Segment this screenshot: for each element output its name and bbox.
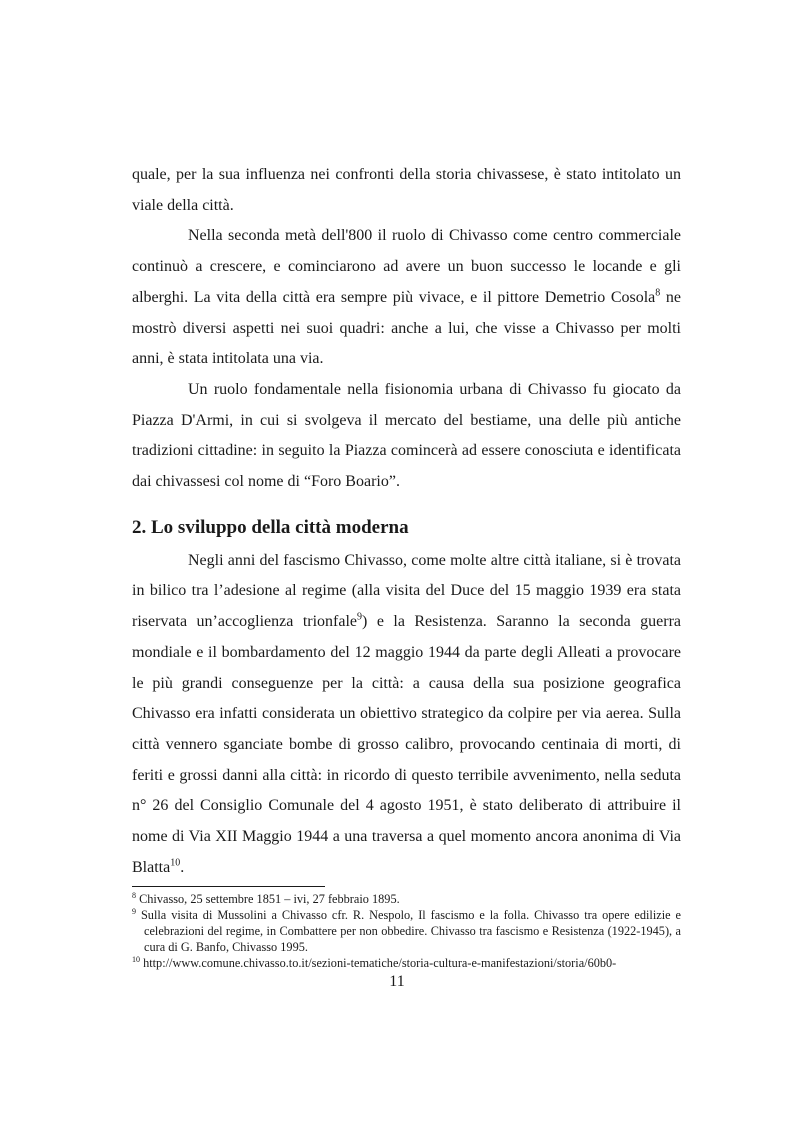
footnote-text: Chivasso, 25 settembre 1851 – ivi, 27 febbraio 1895. <box>136 892 400 906</box>
paragraph-2 <box>132 221 681 375</box>
page-number: 11 <box>389 973 405 990</box>
footnote-10 <box>132 955 681 971</box>
footnote-divider <box>132 886 325 887</box>
paragraph-4-text-c: . <box>180 858 185 876</box>
footnote-ref-8[interactable]: 8 <box>655 287 661 299</box>
paragraph-4-text-a: Negli anni del fascismo Chivasso, come molte altre città italiane, si è trovata in bilico tra l’adesione al regime (alla visita del Duce del 15 maggio 1939 era stata riservata un’accoglienza trionfale <box>132 551 681 631</box>
paragraph-1 <box>132 160 681 221</box>
footnote-text: Sulla visita di Mussolini a Chivasso cfr. R. Nespolo, Il fascismo e la folla. Chivasso tra opere edilizie e celebrazioni del regime, in Combattere per non obbedire. Chivasso tra fascismo e Resistenza (1922-1945), a cura di G. Banfo, Chivasso 1995. <box>136 908 681 954</box>
footnote-number: 10 <box>132 954 140 964</box>
paragraph-2-text-b: ne mostrò diversi aspetti nei suoi quadri: anche a lui, che visse a Chivasso per molti anni, è stata intitolata una via. <box>132 288 682 368</box>
paragraph-4 <box>132 546 681 884</box>
paragraph-2-text-a: Nella seconda metà dell'800 il ruolo di Chivasso come centro commerciale continuò a crescere, e cominciarono ad avere un buon successo le locande e gli alberghi. La vita della città era sempre più vivace, e il pittore Demetrio Cosola <box>132 227 681 306</box>
paragraph-3-text: Un ruolo fondamentale nella fisionomia urbana di Chivasso fu giocato da Piazza D'Armi, in cui si svolgeva il mercato del bestiame, una delle più antiche tradizioni cittadine: in seguito la Piazza comincerà ad essere conosciuta e identificata dai chivassesi col nome di “Foro Boario”. <box>132 380 681 491</box>
footnote-9 <box>132 907 681 955</box>
footnote-number: 9 <box>132 906 136 916</box>
page-body <box>132 160 681 883</box>
section-heading: 2. Lo sviluppo della città moderna <box>132 516 409 538</box>
footnote-8 <box>132 891 681 907</box>
footnote-number: 8 <box>132 890 136 900</box>
paragraph-1-text: quale, per la sua influenza nei confronti della storia chivassese, è stato intitolato un viale della città. <box>132 166 681 214</box>
footnote-ref-9[interactable]: 9 <box>357 611 363 623</box>
footnote-ref-10[interactable]: 10 <box>170 857 181 869</box>
paragraph-4-text-b: ) e la Resistenza. Saranno la seconda guerra mondiale e il bombardamento del 12 maggio 1944 da parte degli Alleati a provocare le più grandi conseguenze per la città: a causa della sua posizione geografica Chivasso era infatti considerata un obiettivo strategico da colpire per via aerea. Sulla città vennero sganciate bombe di grosso calibro, provocando centinaia di morti, di feriti e grossi danni alla città: in ricordo di questo terribile avvenimento, nella seduta n° 26 del Consiglio Comunale del 4 agosto 1951, è stato deliberato di attribuire il nome di Via XII Maggio 1944 a una traversa a quel momento ancora anonima di Via Blatta <box>132 613 682 876</box>
footnote-link[interactable]: http://www.comune.chivasso.to.it/sezioni-tematiche/storia-cultura-e-manifestazioni/storia/60b0- <box>140 956 617 970</box>
paragraph-3 <box>132 375 681 498</box>
footnotes <box>132 886 681 971</box>
